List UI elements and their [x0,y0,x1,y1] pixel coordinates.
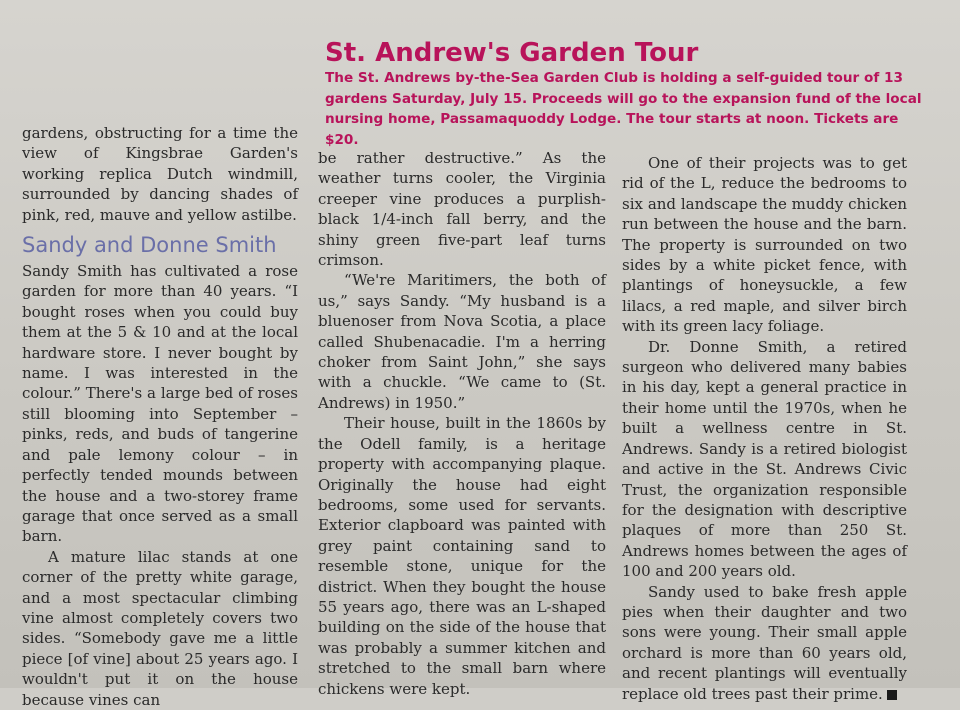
paragraph: One of their projects was to get rid of the L, reduce the bedrooms to six and landscape the muddy chicken run between the house and the barn. The property is surrounded on two sides by a white picket fence, with plantings of honeysuckle, a few lilacs, a red maple, and silver birch with its green lacy foliage. [622,154,907,336]
article-column-2 [318,148,606,699]
article-column-3 [622,153,907,704]
paragraph: “We're Maritimers, the both of us,” says Sandy. “My husband is a bluenoser from Nova Scotia, a place called Shubenacadie. I'm a herring choker from Saint John,” she says with a chuckle. “We came to (St. Andrews) in 1950.” [318,271,606,412]
paragraph: A mature lilac stands at one corner of the pretty white garage, and a most spectacular climbing vine almost completely covers two sides. “Somebody gave me a little piece [of vine] about 25 years ago. I wouldn't put it on the house because vines can [22,547,298,709]
paragraph: Sandy Smith has cultivated a rose garden for more than 40 years. “I bought roses when you could buy them at the 5 & 10 and at the local hardware store. I never bought by name. I was interested in the colour.” There's a large bed of roses still blooming into September – pinks, reds, and buds of tangerine and pale lemony colour – in perfectly tended mounds between the house and a two-storey frame garage that once served as a small barn. [22,262,298,546]
article-column-1 [22,123,298,710]
paragraph: be rather destructive.” As the weather turns cooler, the Virginia creeper vine produces a purplish-black 1/4-inch fall berry, and the shiny green five-part leaf turns crimson. [318,149,606,270]
garden-tour-sidebar [325,38,925,150]
sidebar-title: St. Andrew's Garden Tour [325,38,699,68]
paragraph: gardens, obstructing for a time the view of Kingsbrae Garden's working replica Dutch windmill, surrounded by dancing shades of pink, red, mauve and yellow astilbe. [22,124,298,224]
paragraph-text: Sandy used to bake fresh apple pies when their daughter and two sons were young. Their small apple orchard is more than 60 years old, and recent plantings will eventually replace old trees past their prime. [622,582,907,703]
end-of-article-mark [887,690,897,700]
paragraph: Their house, built in the 1860s by the Odell family, is a heritage property with accompanying plaque. Originally the house had eight bedrooms, some used for servants. Exterior clapboard was painted with grey paint containing sand to resemble stone, unique for the district. When they bought the house 55 years ago, there was an L-shaped building on the side of the house that was probably a summer kitchen and stretched to the small barn where chickens were kept. [318,414,606,698]
sidebar-intro: The St. Andrews by-the-Sea Garden Club is holding a self-guided tour of 13 gardens Saturday, July 15. Proceeds will go to the expansion fund of the local nursing home, Passamaquoddy Lodge. The tour starts at noon. Tickets are $20. [325,70,922,148]
paragraph: Dr. Donne Smith, a retired surgeon who delivered many babies in his day, kept a general practice in their home until the 1970s, when he built a wellness centre in St. Andrews. Sandy is a retired biologist and active in the St. Andrews Civic Trust, the organization responsible for the designation with descriptive plaques of more than 250 St. Andrews homes between the ages of 100 and 200 years old. [622,337,907,581]
section-subhead: Sandy and Donne Smith [22,233,277,258]
paragraph [622,582,907,704]
